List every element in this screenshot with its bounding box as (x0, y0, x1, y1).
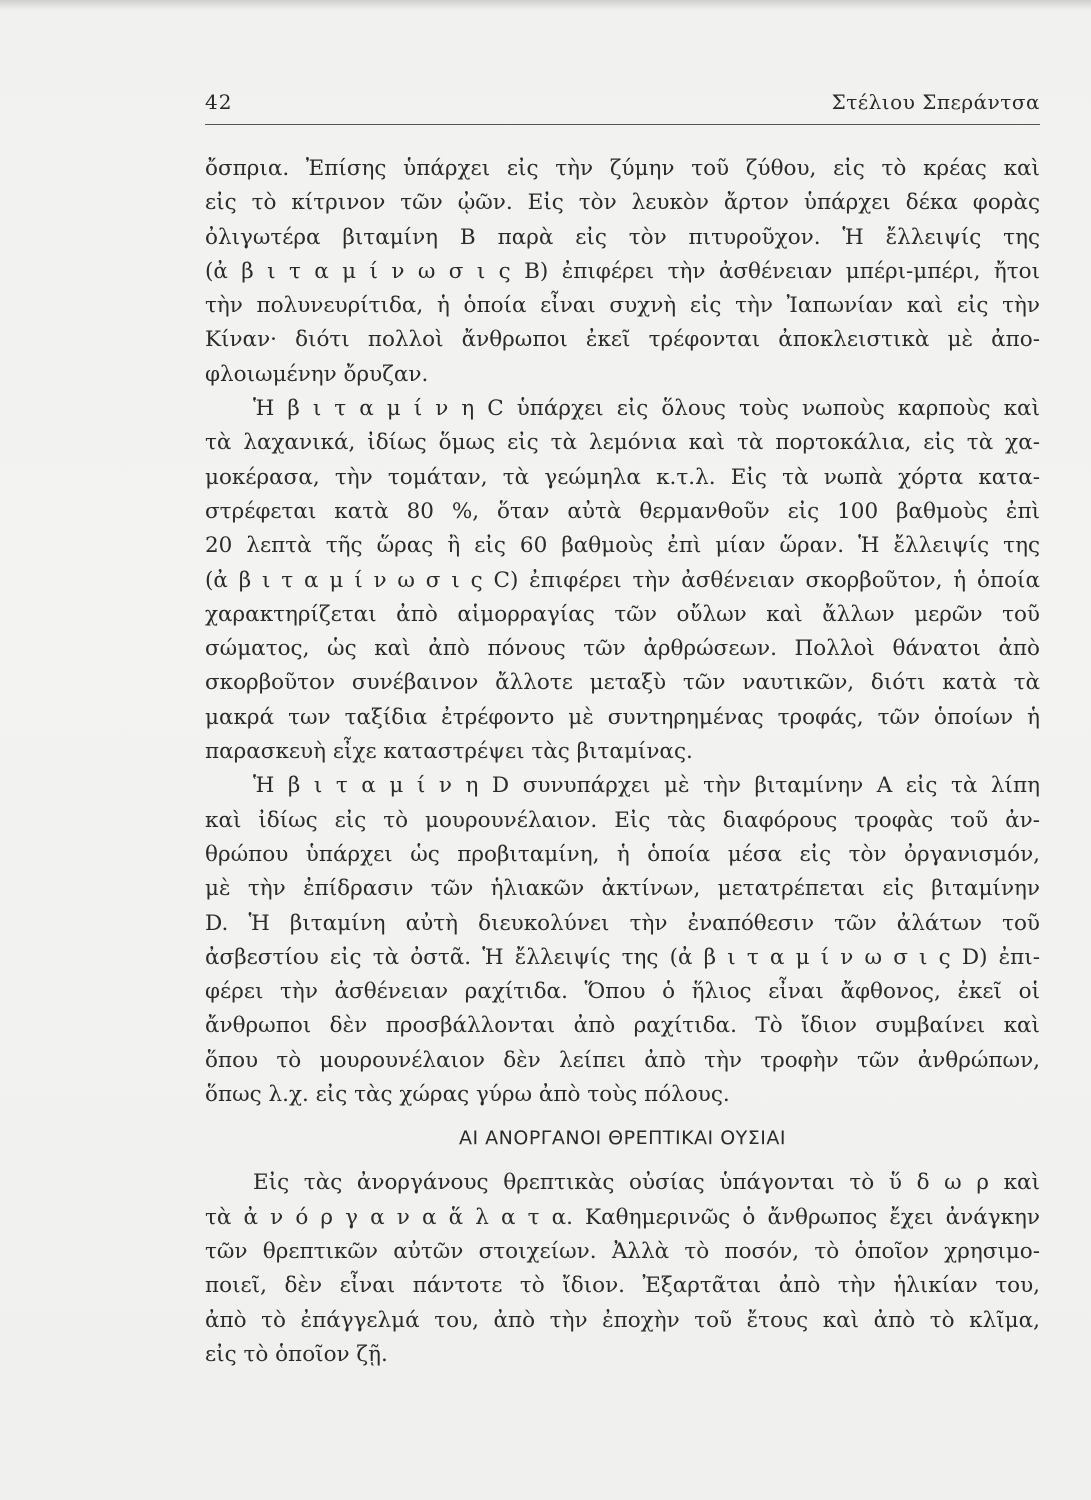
text-line: Εἰς τὰς ἀνοργάνους θρεπτικὰς οὐσίας ὑπάγονται τὸ ὕ δ ω ρ καὶ (253, 1170, 1040, 1196)
paragraph-vitamin-b-continued (205, 152, 1040, 392)
text-line: φλοιωμένην ὄρυζαν. (205, 361, 429, 387)
page-number: 42 (205, 90, 233, 114)
text-line: μὲ τὴν ἐπίδρασιν τῶν ἡλιακῶν ἀκτίνων, μετατρέπεται εἰς βιταμίνην (205, 876, 1040, 902)
paragraph-vitamin-c (205, 392, 1040, 769)
text-line: Ἡ β ι τ α μ ί ν η D συνυπάρχει μὲ τὴν βιταμίνην A εἰς τὰ λίπη (253, 773, 1040, 799)
section-heading: ΑΙ ΑΝΟΡΓΑΝΟΙ ΘΡΕΠΤΙΚΑΙ ΟΥΣΙΑΙ (459, 1127, 786, 1150)
text-line: σώματος, ὡς καὶ ἀπὸ πόνους τῶν ἀρθρώσεων. Πολλοὶ θάνατοι ἀπὸ (205, 636, 1040, 662)
text-line: εἰς τὸ κίτρινον τῶν ᾠῶν. Εἰς τὸν λευκὸν ἄρτον ὑπάρχει δέκα φορὰς (205, 190, 1040, 216)
text-line: παρασκευὴ εἶχε καταστρέψει τὰς βιταμίνας. (205, 739, 693, 765)
text-line: θρώπου ὑπάρχει ὡς προβιταμίνη, ἡ ὁποία μέσα εἰς τὸν ὀργανισμόν, (205, 841, 1040, 867)
text-line: μακρά των ταξίδια ἐτρέφοντο μὲ συντηρημένας τροφάς, τῶν ὁποίων ἡ (205, 704, 1040, 730)
paragraph-inorganic-nutrients (205, 1166, 1040, 1372)
text-line: Κίναν· διότι πολλοὶ ἄνθρωποι ἐκεῖ τρέφονται ἀποκλειστικὰ μὲ ἀπο- (205, 327, 1040, 353)
text-line: Ἡ β ι τ α μ ί ν η C ὑπάρχει εἰς ὅλους τοὺς νωποὺς καρποὺς καὶ (253, 396, 1040, 422)
text-line: χαρακτηρίζεται ἀπὸ αἱμορραγίας τῶν οὔλων καὶ ἄλλων μερῶν τοῦ (205, 601, 1040, 627)
text-line: ἀπὸ τὸ ἐπάγγελμά του, ἀπὸ τὴν ἐποχὴν τοῦ ἔτους καὶ ἀπὸ τὸ κλῖμα, (205, 1307, 1040, 1333)
text-line: ὅπου τὸ μουρουνέλαιον δὲν λείπει ἀπὸ τὴν τροφὴν τῶν ἀνθρώπων, (205, 1047, 1040, 1073)
paragraph-vitamin-d (205, 769, 1040, 1112)
header-rule (205, 124, 1040, 125)
text-line: ἄνθρωποι δὲν προσβάλλονται ἀπὸ ραχίτιδα. Τὸ ἴδιον συμβαίνει καὶ (205, 1013, 1040, 1039)
running-header (205, 86, 1040, 122)
text-line: ὅπως λ.χ. εἰς τὰς χώρας γύρω ἀπὸ τοὺς πόλους. (205, 1082, 730, 1108)
text-line: μοκέρασα, τὴν τομάταν, τὰ γεώμηλα κ.τ.λ. Εἰς τὰ νωπὰ χόρτα κατα- (205, 464, 1040, 490)
scan-edge-shadow (0, 0, 1091, 10)
text-line: ὄσπρια. Ἐπίσης ὑπάρχει εἰς τὴν ζύμην τοῦ ζύθου, εἰς τὸ κρέας καὶ (205, 156, 1040, 181)
body-text (205, 152, 1040, 1372)
header-author: Στέλιου Σπεράντσα (831, 90, 1040, 114)
text-line: στρέφεται κατὰ 80 %, ὅταν αὐτὰ θερμανθοῦν εἰς 100 βαθμοὺς ἐπὶ (205, 498, 1040, 524)
text-line: (ἀ β ι τ α μ ί ν ω σ ι ς B) ἐπιφέρει τὴν ἀσθένειαν μπέρι-μπέρι, ἤτοι (205, 258, 1040, 284)
text-line: ἀσβεστίου εἰς τὰ ὀστᾶ. Ἡ ἔλλειψίς της (ἀ β ι τ α μ ί ν ω σ ι ς D) ἐπι- (205, 944, 1040, 970)
text-line: σκορβοῦτον συνέβαινον ἄλλοτε μεταξὺ τῶν ναυτικῶν, διότι κατὰ τὰ (205, 670, 1040, 696)
text-line: τὴν πολυνευρίτιδα, ἡ ὁποία εἶναι συχνὴ εἰς τὴν Ἰαπωνίαν καὶ εἰς τὴν (205, 293, 1040, 319)
text-line: εἰς τὸ ὁποῖον ζῇ. (205, 1341, 388, 1367)
text-line: τὰ ἀ ν ό ρ γ α ν α ἅ λ α τ α. Καθημερινῶς ὁ ἄνθρωπος ἔχει ἀνάγκην (205, 1204, 1040, 1230)
text-line: καὶ ἰδίως εἰς τὸ μουρουνέλαιον. Εἰς τὰς διαφόρους τροφὰς τοῦ ἀν- (205, 807, 1040, 833)
text-line: τῶν θρεπτικῶν αὐτῶν στοιχείων. Ἀλλὰ τὸ ποσόν, τὸ ὁποῖον χρησιμο- (205, 1238, 1040, 1264)
text-line: 20 λεπτὰ τῆς ὥρας ἢ εἰς 60 βαθμοὺς ἐπὶ μίαν ὥραν. Ἡ ἔλλειψίς της (205, 533, 1040, 559)
text-line: (ἀ β ι τ α μ ί ν ω σ ι ς C) ἐπιφέρει τὴν ἀσθένειαν σκορβοῦτον, ἡ ὁποία (205, 567, 1040, 593)
text-line: φέρει τὴν ἀσθένειαν ραχίτιδα. Ὅπου ὁ ἥλιος εἶναι ἄφθονος, ἐκεῖ οἱ (205, 979, 1040, 1005)
text-line: ὀλιγωτέρα βιταμίνη B παρὰ εἰς τὸν πιτυροῦχον. Ἡ ἔλλειψίς της (205, 224, 1040, 250)
text-line: τὰ λαχανικά, ἰδίως ὅμως εἰς τὰ λεμόνια καὶ τὰ πορτοκάλια, εἰς τὰ χα- (205, 430, 1040, 456)
text-line: ποιεῖ, δὲν εἶναι πάντοτε τὸ ἴδιον. Ἐξαρτᾶται ἀπὸ τὴν ἡλικίαν του, (205, 1273, 1040, 1299)
text-line: D. Ἡ βιταμίνη αὐτὴ διευκολύνει τὴν ἐναπόθεσιν τῶν ἀλάτων τοῦ (205, 910, 1040, 936)
